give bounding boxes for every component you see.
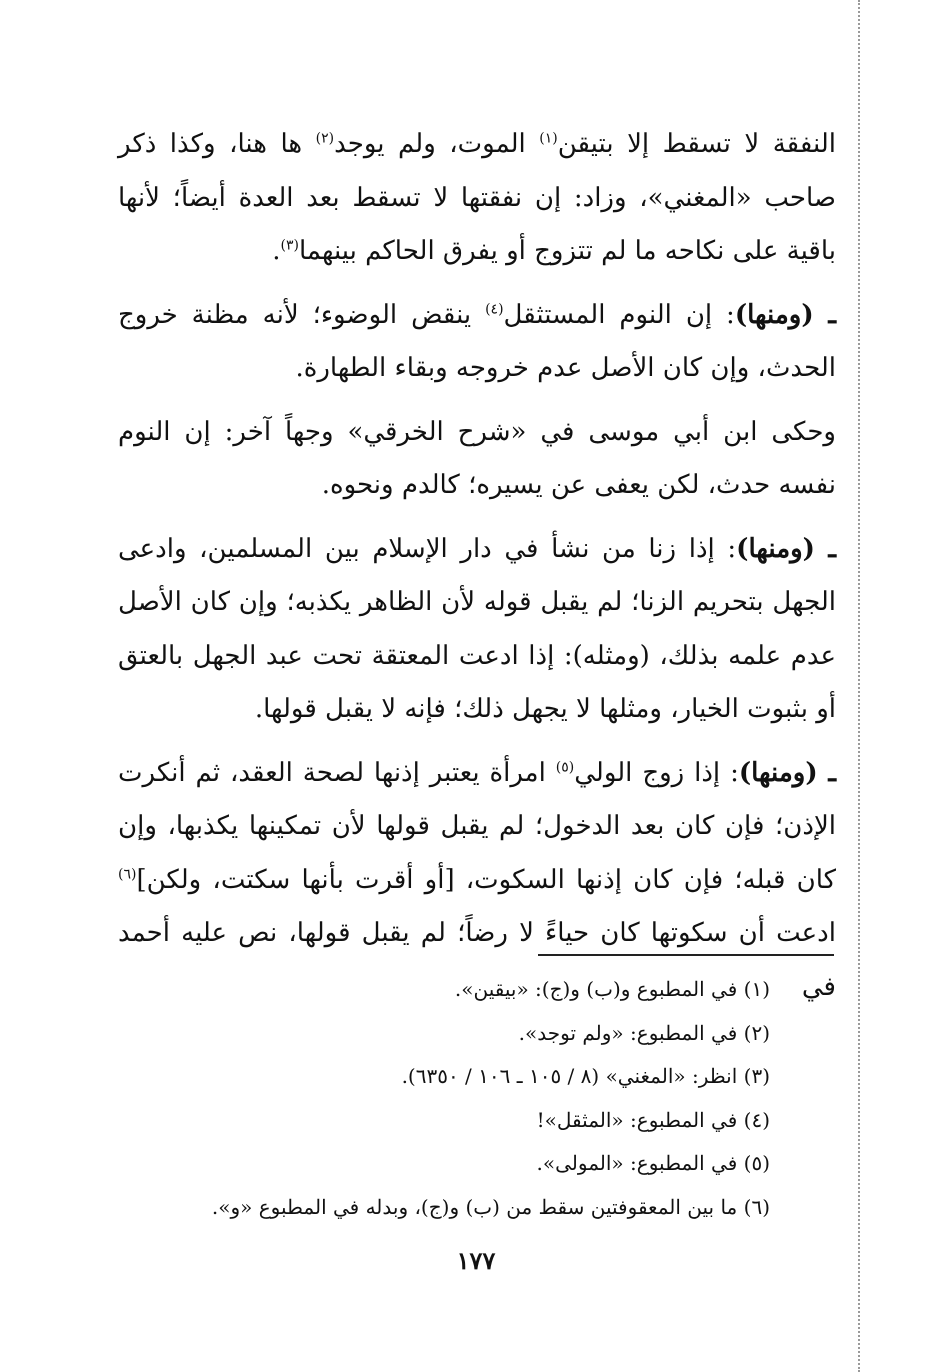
text-segment: . [272,236,281,266]
footnote-reference: (٢) [315,130,335,147]
paragraph-lead: ـ (ومنها) [736,533,837,564]
footnote: (٤) في المطبوع: «المثقل»! [536,1107,770,1132]
main-text [118,118,836,1024]
footnote: (٥) في المطبوع: «المولى». [536,1151,770,1175]
text-segment: امرأة يعتبر إذنها لصحة العقد، ثم أنكرت الإذن؛ فإن كان بعد الدخول؛ لم يقبل قولها لأن تمكينها يكذبها، وإن كان قبله؛ فإن كان إذنها السكوت، [أو أقرت بأنها سكتت، ولكن] [118,757,836,895]
footnote-separator [538,954,834,956]
paragraph [118,406,836,513]
footnote-reference: (٤) [485,300,504,317]
text-segment: وحكى ابن أبي موسى في «شرح الخرقي» وجهاً آخر: إن النوم نفسه حدث، لكن يعفى عن يسيره؛ كالدم ونحوه. [118,416,836,500]
text-segment: ينقض الوضوء؛ لأنه مظنة خروج الحدث، وإن كان الأصل عدم خروجه وبقاء الطهارة. [118,299,836,383]
text-segment: ادعت أن سكوتها كان حياءً لا رضاً؛ لم يقبل قولها، نص عليه أحمد في [118,918,836,1002]
text-segment: : إن النوم المستثقل [503,299,735,330]
page-number: ١٧٧ [456,1246,496,1275]
footnote-reference: (٥) [555,758,575,775]
text-segment: : إذا زوج الولي [574,757,739,788]
footnote-reference: (٣) [280,237,299,254]
footnote: (٢) في المطبوع: «ولم توجد». [518,1020,770,1045]
footnotes [118,968,770,1229]
text-segment: النفقة لا تسقط إلا بتيقن [557,129,836,159]
text-segment: : إذا زنا من نشأ في دار الإسلام بين المسلمين، وادعى الجهل بتحريم الزنا؛ لم يقبل قوله لأن الظاهر يكذبه؛ وإن كان الأصل عدم علمه بذلك، (ومثله): إذا ادعت المعتقة تحت عبد الجهل بالعتق أو بثبوت الخيار، ومثلها لا يجهل ذلك؛ فإنه لا يقبل قولها. [118,533,836,724]
paragraph [118,523,836,737]
footnote: (٦) ما بين المعقوفتين سقط من (ب) و(ج)، وبدله في المطبوع «و». [211,1194,770,1219]
paragraph [118,289,836,396]
footnote-reference: (١) [539,130,558,147]
text-segment: ها هنا، وكذا ذكر صاحب «المغني»، وزاد: إن نفقتها لا تسقط بعد العدة أيضاً؛ لأنها باقية على نكاحه ما لم تتزوج أو يفرق الحاكم بينهما [118,129,836,266]
paragraph [118,118,836,279]
footnote: (١) في المطبوع و(ب) و(ج): «بيقين». [454,977,770,1001]
paragraph-lead: ـ (ومنها) [734,299,836,330]
page-binding-edge [858,0,860,1372]
footnote-reference: (٦) [118,865,137,882]
footnote: (٣) انظر: «المغني» (٨ / ١٠٥ ـ ١٠٦ / ٦٣٥٠). [401,1064,770,1088]
text-segment: الموت، ولم يوجد [334,129,540,159]
paragraph-lead: ـ (ومنها) [738,757,836,788]
